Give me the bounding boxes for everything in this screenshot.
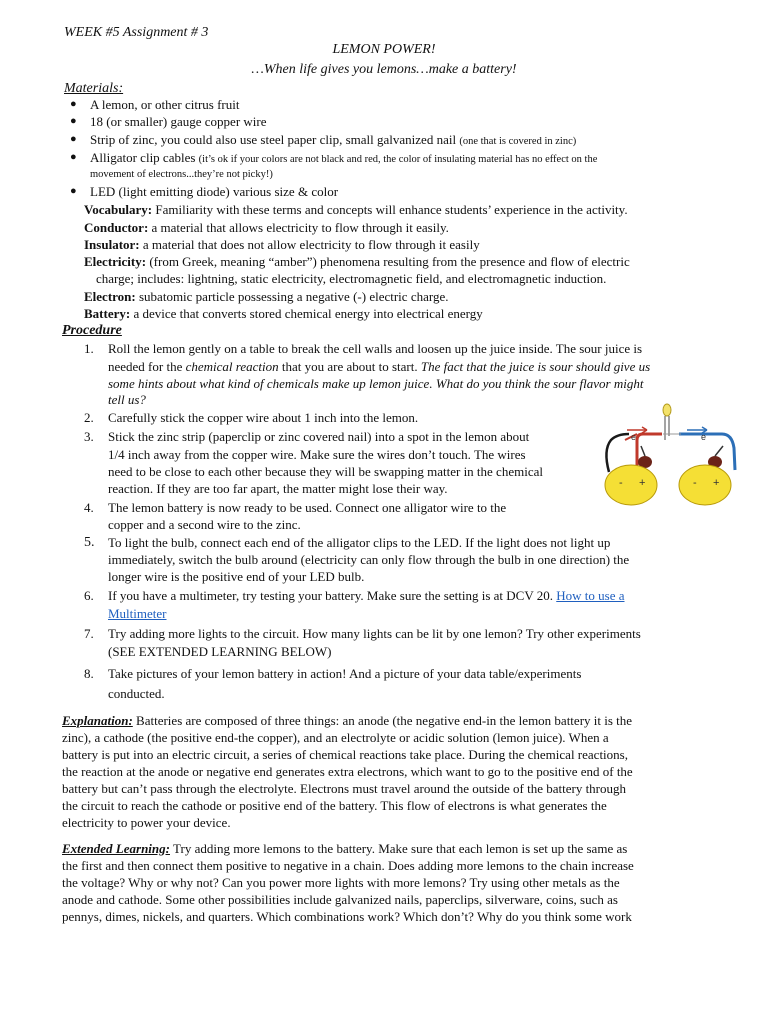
explanation-heading: Explanation: (62, 713, 133, 728)
step-text: To light the bulb, connect each end of the alligator clips to the LED. If the light does not light up (108, 535, 611, 550)
explanation-line: electricity to power your device. (62, 815, 231, 830)
extended-line: anode and cathode. Some other possibilities include galvanized nails, paperclips, silverware, coins, such as (62, 892, 618, 907)
material-item: LED (light emitting diode) various size & color (90, 184, 339, 199)
material-item-note: movement of electrons...they’re not picky!) (90, 169, 273, 180)
step-text: Roll the lemon gently on a table to break the cell walls and loosen up the juice inside. The sour juice is (108, 341, 643, 356)
material-item: 18 (or smaller) gauge copper wire (90, 114, 267, 129)
material-item: Alligator clip cables (it’s ok if your colors are not black and red, the color of insulating material has no effect on the (90, 150, 598, 165)
page-subtitle: …When life gives you lemons…make a battery! (251, 62, 517, 77)
step-text: Stick the zinc strip (paperclip or zinc covered nail) into a spot in the lemon about (108, 429, 530, 444)
bullet-icon: ● (70, 185, 77, 197)
vocab-line: Battery: a device that converts stored chemical energy into electrical energy (84, 306, 483, 321)
extended-line: the voltage? Why or why not? Can you power more lights with more lemons? Try using other metals as the (62, 875, 620, 890)
step-text: copper and a second wire to the zinc. (108, 517, 301, 532)
step-number: 8. (84, 666, 94, 681)
plus-label: + (713, 477, 720, 489)
step-number: 1. (84, 341, 94, 356)
step-number: 4. (84, 500, 94, 515)
multimeter-link[interactable]: Multimeter (108, 606, 167, 621)
lemon-battery-figure (597, 400, 747, 510)
explanation-line: zinc), a cathode (the positive end-the copper), and an electrolyte or acidic solution (lemon juice). When a (62, 730, 609, 745)
material-item: Strip of zinc, you could also use steel paper clip, small galvanized nail (one that is covered in zinc) (90, 132, 577, 147)
electron-label-left: e (631, 432, 637, 442)
explanation-line: battery but can’t pass through the electrolyte. Electrons must travel around the outside of the battery through (62, 781, 627, 796)
vocab-line: Vocabulary: Familiarity with these terms and concepts will enhance students’ experience in the activity. (84, 202, 628, 217)
procedure-heading: Procedure (62, 323, 122, 338)
step-text: need to be close to each other because they will be swapping matter in the chemical (108, 464, 543, 479)
vocab-line: Conductor: a material that allows electricity to flow through it easily. (84, 220, 449, 235)
bullet-icon: ● (70, 133, 77, 145)
bullet-icon: ● (70, 98, 77, 110)
step-text: immediately, switch the bulb around (electricity can only flow through the bulb in one direction) the (108, 552, 630, 567)
minus-label: - (693, 477, 697, 489)
step-number: 7. (84, 626, 94, 641)
extended-heading: Extended Learning: (62, 841, 170, 856)
multimeter-link[interactable]: How to use a (556, 588, 625, 603)
vocab-line: Electricity: (from Greek, meaning “amber”) phenomena resulting from the presence and flow of electric (84, 254, 630, 269)
extended-line: the first and then connect them positive to negative in a chain. Does adding more lemons to the chain increase (62, 858, 634, 873)
vocab-line: Electron: subatomic particle possessing a negative (-) electric charge. (84, 289, 449, 304)
lemon-battery-illustration (597, 400, 747, 510)
step-text: needed for the chemical reaction that you are about to start. The fact that the juice is sour should give us (108, 359, 651, 374)
step-text: tell us? (108, 392, 146, 407)
step-text: conducted. (108, 686, 165, 701)
step-text: Try adding more lights to the circuit. How many lights can be lit by one lemon? Try other experiments (108, 626, 641, 641)
step-text: If you have a multimeter, try testing your battery. Make sure the setting is at DCV 20. How to use a (108, 588, 625, 603)
step-number: 6. (84, 588, 94, 603)
vocab-line: Insulator: a material that does not allow electricity to flow through it easily (84, 237, 480, 252)
explanation-line: Explanation: Batteries are composed of three things: an anode (the negative end-in the lemon battery it is the (62, 713, 633, 728)
step-number: 5. (84, 535, 95, 550)
extended-line: pennys, dimes, nickels, and quarters. Which combinations work? Which don’t? Why do you think some work (62, 909, 632, 924)
explanation-line: battery is put into an electric circuit, a series of chemical reactions take place. During the chemical reactions, (62, 747, 628, 762)
step-text (108, 605, 167, 622)
minus-label: - (619, 477, 623, 489)
explanation-line: the circuit to reach the cathode or positive end of the battery. This flow of electrons is what generates the (62, 798, 607, 813)
step-text: (SEE EXTENDED LEARNING BELOW) (108, 644, 332, 659)
step-text: Take pictures of your lemon battery in action! And a picture of your data table/experiments (108, 666, 582, 681)
electron-label-right: e (701, 432, 707, 442)
step-number: 2. (84, 410, 94, 425)
plus-label: + (639, 477, 646, 489)
step-text: The lemon battery is now ready to be used. Connect one alligator wire to the (108, 500, 507, 515)
step-text: reaction. If they are too far apart, the matter might lose their way. (108, 481, 448, 496)
step-text: some hints about what kind of chemicals make up lemon juice. What do you think the sour flavor might (108, 376, 644, 391)
step-number: 3. (84, 429, 94, 444)
bullet-icon: ● (70, 115, 77, 127)
bullet-icon: ● (70, 151, 77, 163)
week-heading: WEEK #5 Assignment # 3 (64, 25, 209, 40)
extended-line: Extended Learning: Try adding more lemons to the battery. Make sure that each lemon is set up the same as (62, 841, 628, 856)
materials-heading: Materials: (64, 81, 124, 96)
page-title: LEMON POWER! (332, 42, 436, 57)
material-item: A lemon, or other citrus fruit (90, 97, 240, 112)
step-text: Carefully stick the copper wire about 1 inch into the lemon. (108, 410, 419, 425)
vocab-line-cont: charge; includes: lightning, static electricity, electromagnetic field, and electromagnetic induction. (96, 271, 607, 286)
step-text: longer wire is the positive end of your LED bulb. (108, 569, 365, 584)
step-text: 1/4 inch away from the copper wire. Make sure the wires don’t touch. The wires (108, 447, 526, 462)
explanation-line: the reaction at the anode or negative end generates extra electrons, which want to go to the positive end of the (62, 764, 633, 779)
